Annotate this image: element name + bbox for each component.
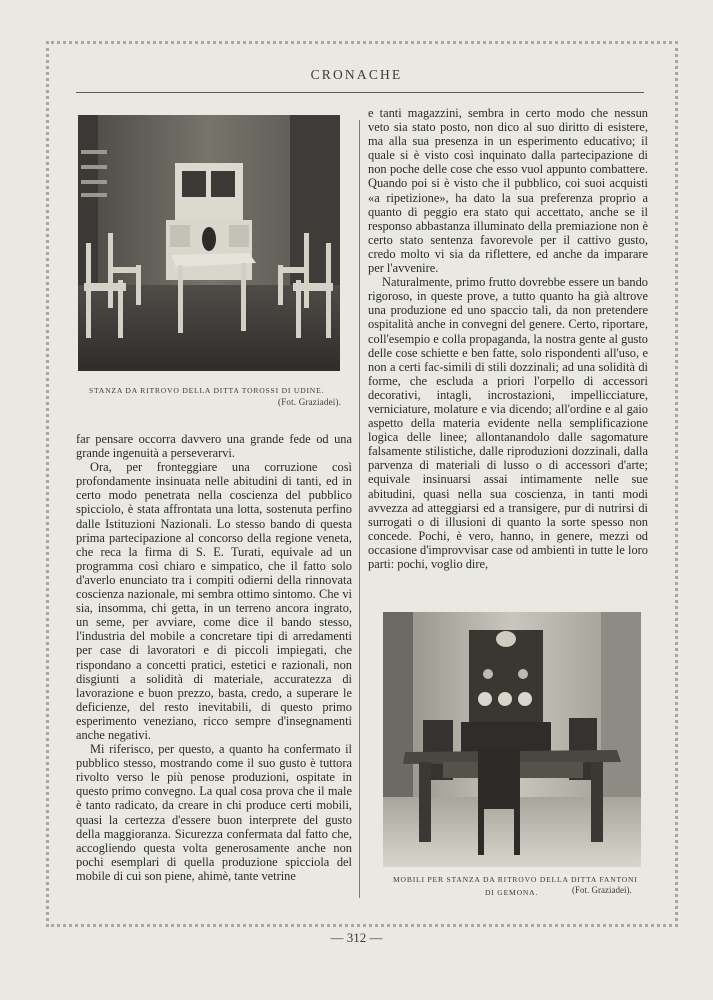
photo-torossi-room [78, 115, 340, 371]
figure-credit-1: (Fot. Graziadei). [278, 397, 342, 407]
header-rule [76, 92, 644, 93]
paragraph: e tanti magazzini, sembra in certo modo che nessun veto sia stato posto, non dico al suo diritto di esistere, ma alla sua presenza in un esperimento educativo; il quale si è visto così inquinato dalla partecipazione di non poche delle cose che esso vuol appunto combattere. Quando poi si è visto che il pubblico, coi suoi acquisti «a ripetizione», ha dato la sua preferenza proprio a quanto di peggio era stato qui accettato, anche se il responso abbastanza illuminato della premiazione non è certo stato sentenza favorevole per il cattivo gusto, credo molto vi sia da riflettere, ed anche da imparare per l'avvenire. [368, 106, 648, 276]
paragraph: Ora, per fronteggiare una corruzione così profondamente insinuata nelle abitudini di tanti, ed in certo modo penetrata nella coscienza del pubblico spicciolo, è stata affrontata una lotta, sostenuta perfino dalle Istituzioni Nazionali. Lo stesso bando di questa prima partecipazione al concorso della regione veneta, che reca la firma di S. E. Turati, equivale ad un programma così chiaro e simpatico, che il fatto solo d'averlo enunciato tra i compiti odierni della rinnovata coscienza nazionale, mi sembra ottimo sintomo. Che vi sia, insomma, chi getta, in un terreno ancora ingrato, un seme, per avviare, come dice il bando stesso, l'industria del mobile a concretare tipi di arredamenti per case di lavoratori e di piccoli impiegati, che rispondano a concetti pratici, estetici e razionali, non disgiunti a solidità di materiale, accuratezza di lavorazione e buon prezzo, basta, credo, a superare le deficienze, del resto inevitabili, di questo primo esperimento veneziano, ricco sempre d'insegnamenti anche negativi. [76, 460, 352, 742]
running-header: CRONACHE [310, 67, 403, 82]
column-divider [359, 120, 360, 898]
photo-fantoni-furniture [383, 612, 641, 867]
right-column-text [368, 106, 648, 571]
figure-credit-2: (Fot. Graziadei). [572, 885, 632, 895]
paragraph: Mi riferisco, per questo, a quanto ha confermato il pubblico stesso, mostrando come il suo gusto è tuttora rivolto verso le più penose produzioni, ospitate in questo primo convegno. La qual cosa prova che il male è tanto radicato, da creare in chi produce certi mobili, quasi la certezza d'essere buon interprete del gusto della maggioranza. Sicurezza confermata dal fatto che, accogliendo questa volta generosamente anche non pochi esemplari di quella produzione spicciola del mobile di cui son piene, ahimè, tante vetrine [76, 742, 352, 883]
figure-caption-2-line2: DI GEMONA. [485, 888, 539, 897]
photo-fantoni-furniture-image [383, 612, 641, 867]
left-column-text [76, 432, 352, 883]
figure-caption-2-line1: MOBILI PER STANZA DA RITROVO DELLA DITTA FANTONI [393, 875, 638, 884]
photo-torossi-room-image [78, 115, 340, 371]
figure-caption-1: STANZA DA RITROVO DELLA DITTA TOROSSI DI UDINE. [89, 386, 325, 395]
paragraph: Naturalmente, primo frutto dovrebbe essere un bando rigoroso, in queste prove, a tutto quanto ha già altrove una produzione ed uno spaccio tali, da non pretendere ospitalità anche in convegni del genere. Certo, riportare, coll'esempio e colla propaganda, la nostra gente al gusto delle cose schiette e ben fatte, solo rispondenti all'uso, e non a certi fac-simili di stili dozzinali; ad una solidità di forme, che escluda a priori l'orpello di accessori decorativi, intagli, incrostazioni, impellicciature, verniciature, molature e via dicendo; all'ordine e al gaio aspetto della materia evidente nella semplificazione logica delle linee; allontanandolo dalle sagomature falsamente stilistiche, dalle riproduzioni dozzinali, dalla parvenza di materiali di lusso o di accessori d'arte; equivale insinuarsi assai intimamente nelle sue abitudini, quasi nella sua coscienza, in tanti modi avvezza ad atteggiarsi ed a transigere, pur di nutrirsi di surrogati o di illusioni di quanto la sorte spesso non concede. Pochi, è vero, hanno, in genere, mezzi od occasione d'improvvisar case od ambienti in tutte le loro parti: pochi, voglio dire, [368, 275, 648, 571]
page-number: — 312 — [330, 930, 383, 945]
paragraph: far pensare occorra davvero una grande fede od una grande ingenuità a perseverarvi. [76, 432, 352, 461]
